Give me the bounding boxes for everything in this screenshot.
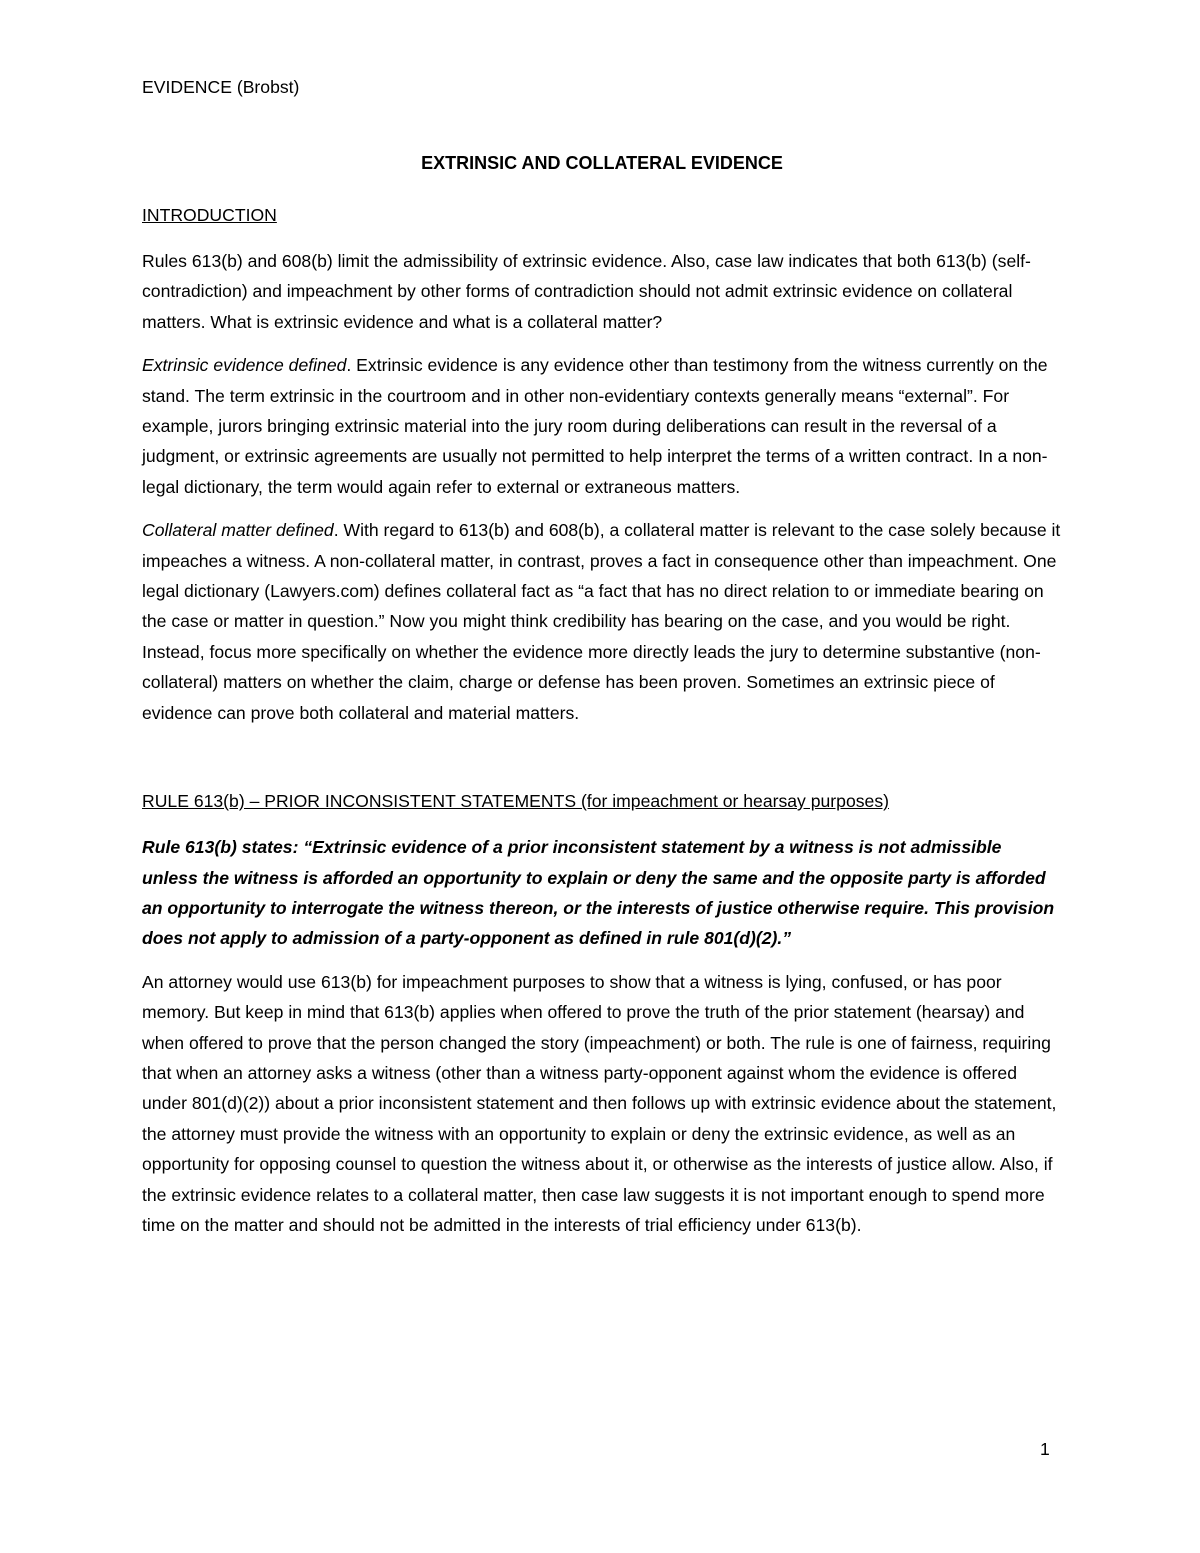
rule-613b-explanation: An attorney would use 613(b) for impeachment purposes to show that a witness is lying, confused, or has poor memory. But keep in mind that 613(b) applies when offered to prove the truth of the prior statement (hearsay) and when offered to prove that the person changed the story (impeachment) or both. The rule is one of fairness, requiring that when an attorney asks a witness (other than a witness party-opponent against whom the evidence is offered under 801(d)(2)) about a prior inconsistent statement and then follows up with extrinsic evidence about the statement, the attorney must provide the witness with an opportunity to explain or deny the extrinsic evidence, as well as an opportunity for opposing counsel to question the witness about it, or otherwise as the interests of justice allow. Also, if the extrinsic evidence relates to a collateral matter, then case law suggests it is not important enough to spend more time on the matter and should not be admitted in the interests of trial efficiency under 613(b). (142, 971, 1057, 1235)
document-title: EXTRINSIC AND COLLATERAL EVIDENCE (421, 153, 783, 173)
introduction-paragraph: Rules 613(b) and 608(b) limit the admissibility of extrinsic evidence. Also, case law indicates that both 613(b) (self-contradiction) and impeachment by other forms of contradiction should not admit extrinsic evidence on collateral matters. What is extrinsic evidence and what is a collateral matter? (142, 251, 1031, 332)
introduction-heading: INTRODUCTION (142, 205, 277, 225)
running-header: EVIDENCE (Brobst) (142, 77, 300, 97)
rule-613b-heading: RULE 613(b) – PRIOR INCONSISTENT STATEMENTS (for impeachment or hearsay purposes) (142, 791, 889, 812)
collateral-term: Collateral matter defined (142, 520, 334, 541)
collateral-definition-paragraph (142, 515, 1062, 728)
extrinsic-term: Extrinsic evidence defined (142, 355, 347, 376)
extrinsic-definition-paragraph (142, 350, 1062, 502)
collateral-definition-text: . With regard to 613(b) and 608(b), a collateral matter is relevant to the case solely because it impeaches a witness. A non-collateral matter, in contrast, proves a fact in consequence other than impeachment. One legal dictionary (Lawyers.com) defines collateral fact as “a fact that has no direct relation to or immediate bearing on the case or matter in question.” Now you might think credibility has bearing on the case, and you would be right. Instead, focus more specifically on whether the evidence more directly leads the jury to determine substantive (non-collateral) matters on whether the claim, charge or defense has been proven. Sometimes an extrinsic piece of evidence can prove both collateral and material matters. (142, 520, 1061, 723)
document-page (142, 72, 1062, 1240)
rule-613b-quote: Rule 613(b) states: “Extrinsic evidence of a prior inconsistent statement by a witness is not admissible unless the witness is afforded an opportunity to explain or deny the same and the opposite party is afforded an opportunity to interrogate the witness thereon, or the interests of justice otherwise require. This provision does not apply to admission of a party-opponent as defined in rule 801(d)(2).” (142, 837, 1055, 949)
page-number: 1 (1040, 1439, 1050, 1459)
extrinsic-definition-text: . Extrinsic evidence is any evidence other than testimony from the witness currently on the stand. The term extrinsic in the courtroom and in other non-evidentiary contexts generally means “external”. For example, jurors bringing extrinsic material into the jury room during deliberations can result in the reversal of a judgment, or extrinsic agreements are usually not permitted to help interpret the terms of a written contract. In a non-legal dictionary, the term would again refer to external or extraneous matters. (142, 355, 1048, 497)
